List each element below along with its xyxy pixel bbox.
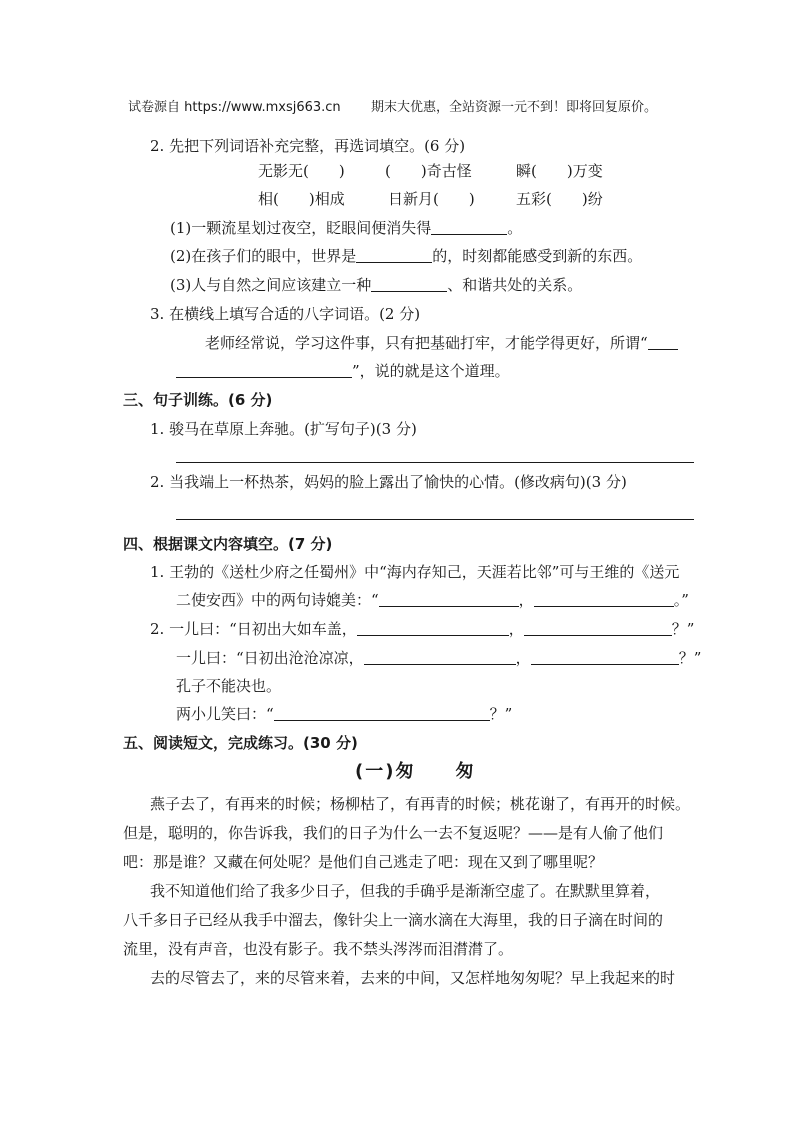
q3-blank-b[interactable] <box>176 361 352 378</box>
sec3-q2: 2. 当我端上一杯热茶，妈妈的脸上露出了愉快的心情。(修改病句)(3 分) <box>150 473 627 491</box>
q2-blank-1[interactable] <box>431 218 507 235</box>
passage-title: (一)匆 匆 <box>355 761 476 782</box>
sec4-q2-blank-5[interactable] <box>274 704 490 721</box>
sec4-q2-line4: 两小儿笑曰：“ ？” <box>176 705 513 723</box>
q3-blank-a[interactable] <box>648 333 678 350</box>
sec4-q2-line2: 一儿曰：“日初出沧沧凉凉， ， ？” <box>176 649 702 667</box>
header-source: 试卷源自 <box>128 100 181 115</box>
q2-sentence-3: (3)人与自然之间应该建立一种 、和谐共处的关系。 <box>170 276 583 294</box>
sec3-q1-answer-line[interactable] <box>176 462 694 463</box>
passage-p1-line1: 燕子去了，有再来的时候；杨柳枯了，有再青的时候；桃花谢了，有再开的时候。 <box>150 795 691 813</box>
q2-word-4: 相( )相成 <box>258 190 345 208</box>
q2-blank-2[interactable] <box>356 246 432 263</box>
q3-line-1: 老师经常说，学习这件事，只有把基础打牢，才能学得更好，所谓“ <box>205 333 678 353</box>
q2-blank-3[interactable] <box>371 275 447 292</box>
q2-word-1: 无影无( ) <box>258 162 345 180</box>
header-promo: 期末大优惠，全站资源一元不到！即将回复原价。 <box>370 100 657 115</box>
q2-word-2: ( )奇古怪 <box>385 162 472 180</box>
sec4-q1-blank-1[interactable] <box>379 590 519 607</box>
sec3-q2-answer-line[interactable] <box>176 519 694 520</box>
section-3-title: 三、句子训练。(6 分) <box>123 391 273 409</box>
q2-sentence-1: (1)一颗流星划过夜空，眨眼间便消失得 。 <box>170 219 523 237</box>
page-header <box>128 98 657 118</box>
passage-p2-line2: 八千多日子已经从我手中溜去，像针尖上一滴水滴在大海里，我的日子滴在时间的 <box>123 911 664 929</box>
sec4-q1-line1: 1. 王勃的《送杜少府之任蜀州》中“海内存知己，天涯若比邻”可与王维的《送元 <box>150 563 680 581</box>
sec4-q2-blank-1[interactable] <box>357 619 509 636</box>
section-5-title: 五、阅读短文，完成练习。(30 分) <box>123 734 358 752</box>
sec4-q2-line3: 孔子不能决也。 <box>176 677 282 695</box>
passage-p1-line3: 吧：那是谁？又藏在何处呢？是他们自己逃走了吧：现在又到了哪里呢？ <box>123 853 604 871</box>
sec3-q1: 1. 骏马在草原上奔驰。(扩写句子)(3 分) <box>150 420 417 438</box>
passage-p3-line1: 去的尽管去了，来的尽管来着，去来的中间，又怎样地匆匆呢？早上我起来的时 <box>150 969 676 987</box>
sec4-q1-line2: 二使安西》中的两句诗媲美：“ ， 。” <box>176 591 689 609</box>
q2-word-5: 日新月( ) <box>388 190 475 208</box>
q3-prompt: 3. 在横线上填写合适的八字词语。(2 分) <box>150 305 421 323</box>
q2-word-3: 瞬( )万变 <box>516 162 603 180</box>
sec4-q2-line1: 2. 一儿曰：“日初出大如车盖， ， ？” <box>150 620 695 638</box>
q3-line-2: ”，说的就是这个道理。 <box>176 361 510 381</box>
passage-p2-line1: 我不知道他们给了我多少日子，但我的手确乎是渐渐空虚了。在默默里算着， <box>150 882 661 900</box>
sec4-q2-blank-3[interactable] <box>364 648 516 665</box>
q2-prompt: 2. 先把下列词语补充完整，再选词填空。(6 分) <box>150 137 466 155</box>
sec4-q2-blank-4[interactable] <box>531 648 679 665</box>
sec4-q2-blank-2[interactable] <box>524 619 672 636</box>
section-4-title: 四、根据课文内容填空。(7 分) <box>123 535 333 553</box>
q2-word-6: 五彩( )纷 <box>516 190 603 208</box>
passage-p2-line3: 流里，没有声音，也没有影子。我不禁头涔涔而泪潸潸了。 <box>123 940 514 958</box>
header-url[interactable]: https://www.mxsj663.cn <box>184 100 341 115</box>
sec4-q1-blank-2[interactable] <box>534 590 674 607</box>
q2-sentence-2: (2)在孩子们的眼中，世界是 的，时刻都能感受到新的东西。 <box>170 247 643 265</box>
passage-p1-line2: 但是，聪明的，你告诉我，我们的日子为什么一去不复返呢？——是有人偷了他们 <box>123 824 664 842</box>
